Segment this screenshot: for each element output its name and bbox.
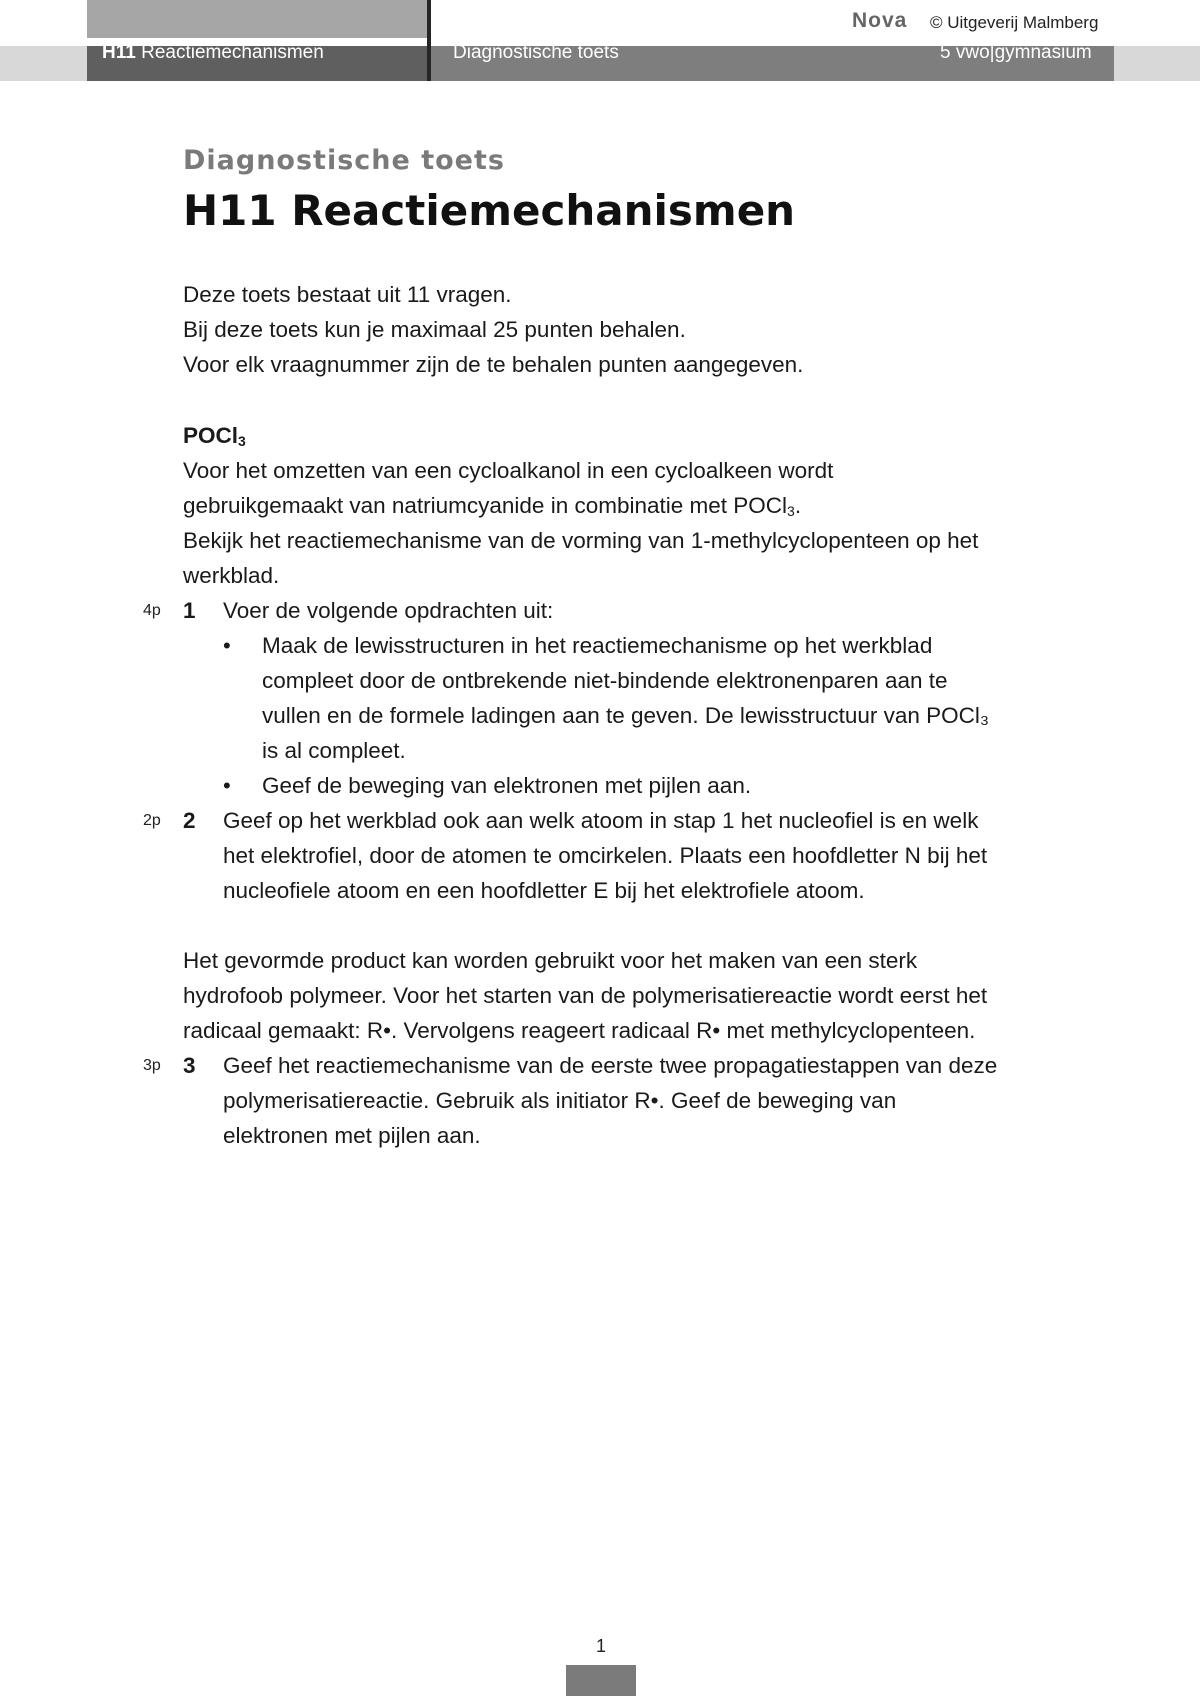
section1-line-2-end: . bbox=[794, 493, 802, 518]
intro-line-3: Voor elk vraagnummer zijn de te behalen punten aangegeven. bbox=[183, 352, 804, 377]
brand-logo: Nova bbox=[852, 9, 908, 32]
section-heading-main: POCl bbox=[183, 423, 239, 448]
header-chapter-title: Reactiemechanismen bbox=[141, 42, 324, 63]
header-top-block bbox=[87, 0, 427, 38]
question-1-bullet-1: • bbox=[223, 633, 231, 658]
question-1-text: Voer de volgende opdrachten uit: bbox=[223, 598, 554, 623]
intro-line-2: Bij deze toets kun je maximaal 25 punten behalen. bbox=[183, 317, 686, 342]
question-2-number: 2 bbox=[183, 808, 196, 833]
header-level: 5 vwo|gymnasium bbox=[940, 42, 1092, 63]
header-chapter-code: H11 bbox=[102, 42, 136, 63]
question-3-line-1: Geef het reactiemechanisme van de eerste twee propagatiestappen van deze bbox=[223, 1053, 998, 1078]
section1-line-1: Voor het omzetten van een cycloalkanol in een cycloalkeen wordt bbox=[183, 458, 834, 483]
question-3-number: 3 bbox=[183, 1053, 196, 1078]
question-1-points: 4p bbox=[143, 602, 161, 619]
question-2-line-2: het elektrofiel, door de atomen te omcirkelen. Plaats een hoofdletter N bij het bbox=[223, 843, 988, 868]
section2-line-2: hydrofoob polymeer. Voor het starten van de polymerisatiereactie wordt eerst het bbox=[183, 983, 988, 1008]
intro-line-1: Deze toets bestaat uit 11 vragen. bbox=[183, 282, 512, 307]
section1-line-2-sub: 3 bbox=[787, 503, 795, 519]
question-3-line-2: polymerisatiereactie. Gebruik als initiator R•. Geef de beweging van bbox=[223, 1088, 897, 1113]
question-2-line-1: Geef op het werkblad ook aan welk atoom in stap 1 het nucleofiel is en welk bbox=[223, 808, 979, 833]
section2-line-3: radicaal gemaakt: R•. Vervolgens reageert radicaal R• met methylcyclopenteen. bbox=[183, 1018, 976, 1043]
question-1-bullet-2: • bbox=[223, 773, 231, 798]
question-3-line-3: elektronen met pijlen aan. bbox=[223, 1123, 481, 1148]
header-chapter bbox=[102, 42, 324, 64]
question-2-points: 2p bbox=[143, 812, 161, 829]
question-1-bullet-1-line-1: Maak de lewisstructuren in het reactiemechanisme op het werkblad bbox=[262, 633, 933, 658]
page-number: 1 bbox=[596, 1636, 607, 1656]
page-tab bbox=[566, 1665, 636, 1696]
section1-line-4: werkblad. bbox=[183, 563, 280, 588]
publisher-copyright: © Uitgeverij Malmberg bbox=[930, 13, 1099, 32]
section1-line-2 bbox=[183, 488, 801, 523]
question-2-line-3: nucleofiele atoom en een hoofdletter E bij het elektrofiele atoom. bbox=[223, 878, 865, 903]
document-subtitle: Diagnostische toets bbox=[183, 145, 505, 176]
question-1-bullet-1-line-4: is al compleet. bbox=[262, 738, 406, 763]
question-1-bullet-1-line-2: compleet door de ontbrekende niet-bindende elektronenparen aan te bbox=[262, 668, 948, 693]
section-heading-sub: 3 bbox=[238, 433, 246, 449]
section1-line-3: Bekijk het reactiemechanisme van de vorming van 1-methylcyclopenteen op het bbox=[183, 528, 979, 553]
question-1-number: 1 bbox=[183, 598, 196, 623]
section1-line-2-main: gebruikgemaakt van natriumcyanide in combinatie met POCl bbox=[183, 493, 788, 518]
question-1-bullet-2-line-1: Geef de beweging van elektronen met pijlen aan. bbox=[262, 773, 752, 798]
section2-line-1: Het gevormde product kan worden gebruikt voor het maken van een sterk bbox=[183, 948, 918, 973]
header-section: Diagnostische toets bbox=[453, 42, 619, 63]
section-heading-pocl3 bbox=[183, 418, 246, 453]
question-3-points: 3p bbox=[143, 1057, 161, 1074]
header-divider bbox=[427, 0, 431, 81]
question-1-bullet-1-line-3: vullen en de formele ladingen aan te geven. De lewisstructuur van POCl₃ bbox=[262, 703, 990, 728]
document-title: H11 Reactiemechanismen bbox=[183, 186, 796, 235]
